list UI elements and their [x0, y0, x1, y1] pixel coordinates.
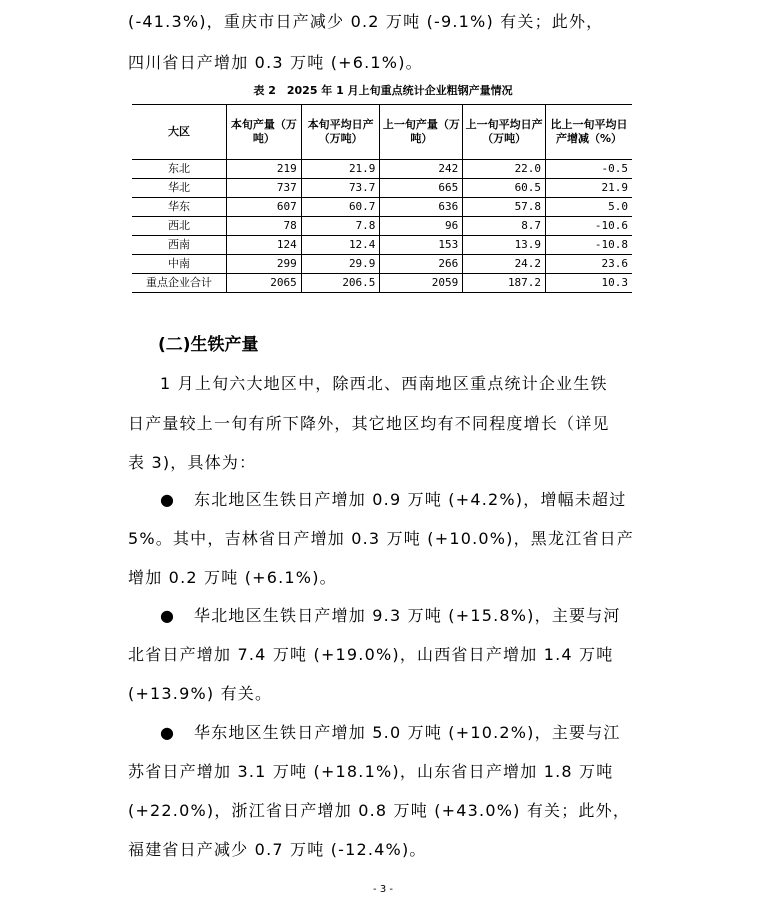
- header-current-output: 本旬产量（万吨）: [227, 105, 302, 160]
- bullet-2-line-1: [160, 606, 621, 626]
- section-para-line-1: 1 月上旬六大地区中，除西北、西南地区重点统计企业生铁: [160, 374, 608, 393]
- cell-current-daily: 206.5: [301, 274, 380, 293]
- cell-prev-daily: 57.8: [463, 198, 546, 217]
- cell-current-daily: 12.4: [301, 236, 380, 255]
- cell-change: 21.9: [546, 179, 632, 198]
- cell-current-output: 78: [227, 217, 302, 236]
- cell-prev-output: 242: [380, 160, 463, 179]
- bullet-2-line-3: (+13.9%) 有关。: [128, 684, 273, 703]
- cell-current-output: 219: [227, 160, 302, 179]
- bullet-marker: ●: [160, 723, 176, 742]
- table-row-total: [132, 274, 632, 293]
- table-row: [132, 160, 632, 179]
- cell-region: 重点企业合计: [132, 274, 227, 293]
- cell-change: 5.0: [546, 198, 632, 217]
- section-para-line-2: 日产量较上一旬有所下降外，其它地区均有不同程度增长（详见: [128, 414, 610, 433]
- cell-prev-output: 266: [380, 255, 463, 274]
- bullet-1-line-3: 增加 0.2 万吨 (+6.1%)。: [128, 568, 337, 587]
- bullet-3-line-1: [160, 723, 621, 743]
- cell-change: -10.6: [546, 217, 632, 236]
- bullet-1-line-2: 5%。其中，吉林省日产增加 0.3 万吨 (+10.0%)，黑龙江省日产: [128, 529, 635, 548]
- bullet-3-line-2: 苏省日产增加 3.1 万吨 (+18.1%)，山东省日产增加 1.8 万吨: [128, 762, 614, 781]
- cell-region: 中南: [132, 255, 227, 274]
- cell-change: 23.6: [546, 255, 632, 274]
- cell-current-output: 607: [227, 198, 302, 217]
- table-row: [132, 236, 632, 255]
- table-caption: 表 2 2025 年 1 月上旬重点统计企业粗钢产量情况: [253, 84, 513, 97]
- table-row: [132, 217, 632, 236]
- header-current-daily: 本旬平均日产（万吨）: [301, 105, 380, 160]
- intro-line-1: (-41.3%)，重庆市日产减少 0.2 万吨 (-9.1%) 有关；此外，: [128, 12, 604, 31]
- header-prev-output: 上一旬产量（万吨）: [380, 105, 463, 160]
- bullet-1-line-1: [160, 490, 626, 510]
- header-change: 比上一旬平均日产增减（%）: [546, 105, 632, 160]
- section-heading: (二)生铁产量: [158, 335, 259, 355]
- cell-prev-output: 96: [380, 217, 463, 236]
- bullet-3-line-3: (+22.0%)，浙江省日产增加 0.8 万吨 (+43.0%) 有关；此外，: [128, 801, 631, 820]
- cell-region: 西南: [132, 236, 227, 255]
- bullet-text: 华北地区生铁日产增加 9.3 万吨 (+15.8%)，主要与河: [194, 606, 621, 625]
- cell-prev-output: 2059: [380, 274, 463, 293]
- cell-current-output: 124: [227, 236, 302, 255]
- cell-current-output: 737: [227, 179, 302, 198]
- cell-change: -0.5: [546, 160, 632, 179]
- table-row: [132, 179, 632, 198]
- bullet-marker: ●: [160, 606, 176, 625]
- table-row: [132, 198, 632, 217]
- cell-prev-daily: 24.2: [463, 255, 546, 274]
- cell-change: -10.8: [546, 236, 632, 255]
- cell-current-daily: 29.9: [301, 255, 380, 274]
- cell-current-daily: 73.7: [301, 179, 380, 198]
- bullet-marker: ●: [160, 490, 176, 509]
- header-region: 大区: [132, 105, 227, 160]
- page-number: - 3 -: [373, 884, 393, 895]
- cell-prev-daily: 13.9: [463, 236, 546, 255]
- table-row: [132, 255, 632, 274]
- cell-prev-daily: 22.0: [463, 160, 546, 179]
- table-header-row: [132, 105, 632, 160]
- cell-current-daily: 21.9: [301, 160, 380, 179]
- cell-current-output: 2065: [227, 274, 302, 293]
- cell-prev-output: 153: [380, 236, 463, 255]
- cell-region: 华北: [132, 179, 227, 198]
- cell-prev-daily: 187.2: [463, 274, 546, 293]
- cell-current-output: 299: [227, 255, 302, 274]
- cell-prev-output: 636: [380, 198, 463, 217]
- cell-change: 10.3: [546, 274, 632, 293]
- intro-line-2: 四川省日产增加 0.3 万吨 (+6.1%)。: [128, 53, 423, 72]
- section-para-line-3: 表 3)，具体为：: [128, 453, 257, 472]
- cell-current-daily: 7.8: [301, 217, 380, 236]
- cell-region: 东北: [132, 160, 227, 179]
- cell-region: 华东: [132, 198, 227, 217]
- crude-steel-table: [132, 104, 632, 293]
- cell-current-daily: 60.7: [301, 198, 380, 217]
- bullet-3-line-4: 福建省日产减少 0.7 万吨 (-12.4%)。: [128, 840, 427, 859]
- bullet-2-line-2: 北省日产增加 7.4 万吨 (+19.0%)，山西省日产增加 1.4 万吨: [128, 645, 614, 664]
- header-prev-daily: 上一旬平均日产（万吨）: [463, 105, 546, 160]
- cell-prev-daily: 60.5: [463, 179, 546, 198]
- cell-region: 西北: [132, 217, 227, 236]
- bullet-text: 华东地区生铁日产增加 5.0 万吨 (+10.2%)，主要与江: [194, 723, 621, 742]
- cell-prev-daily: 8.7: [463, 217, 546, 236]
- cell-prev-output: 665: [380, 179, 463, 198]
- bullet-text: 东北地区生铁日产增加 0.9 万吨 (+4.2%)，增幅未超过: [194, 490, 627, 509]
